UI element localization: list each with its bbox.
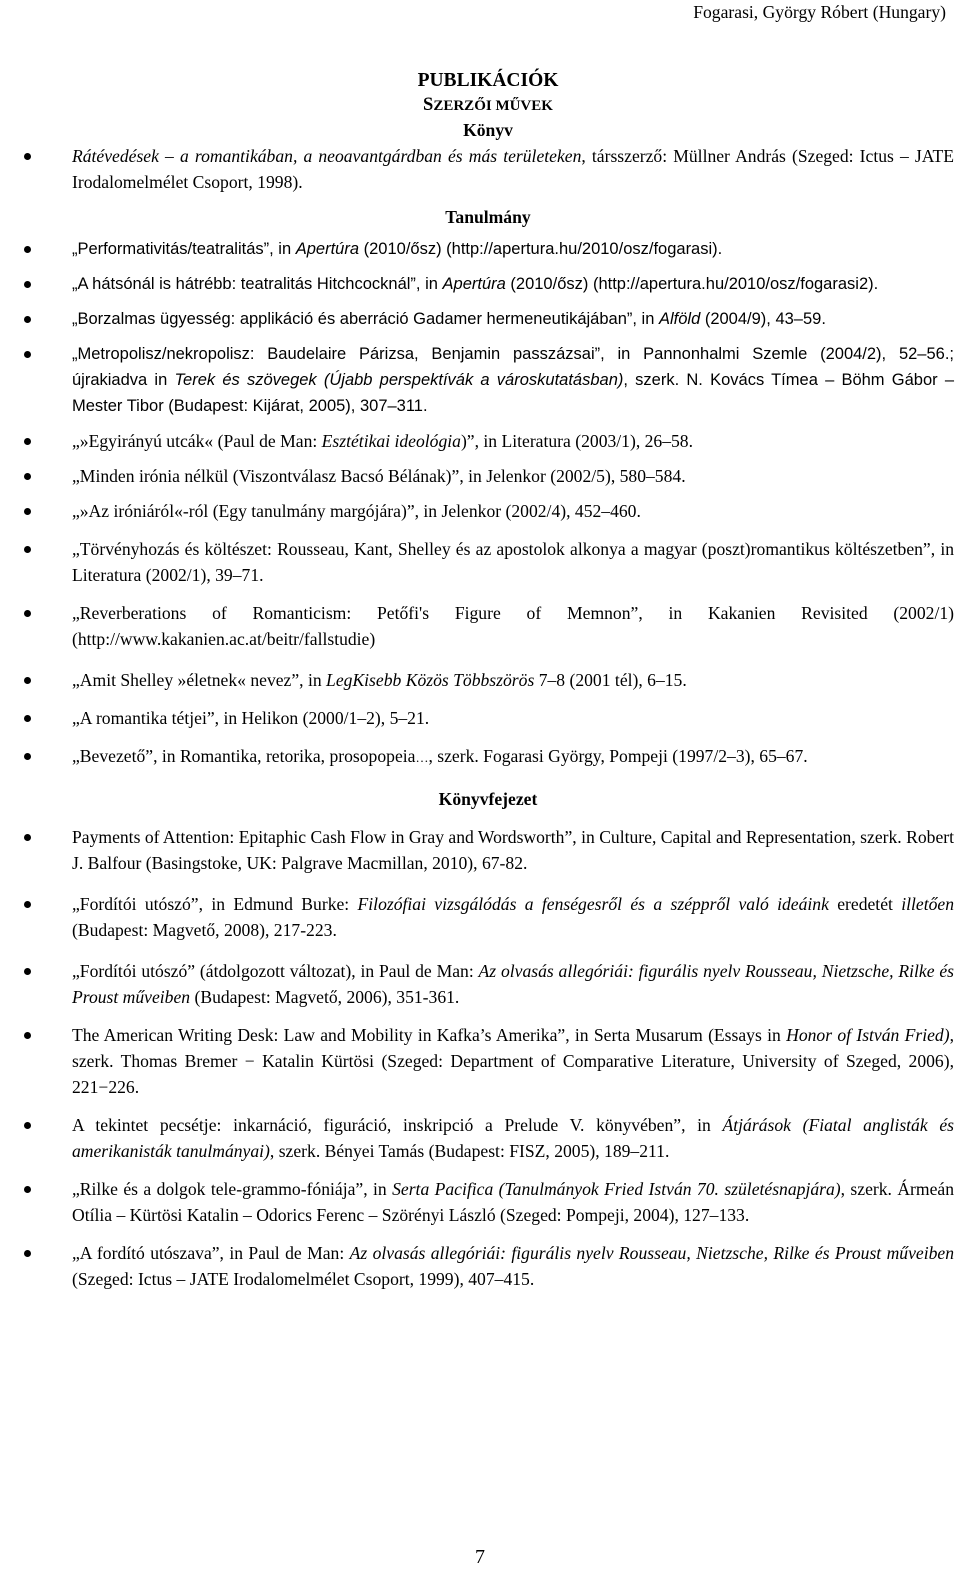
list-item — [22, 143, 954, 195]
item-text: (Budapest: Magvető, 2006), 351-361. — [190, 987, 460, 1007]
bullet-icon — [24, 753, 31, 760]
item-text: (Szeged: Ictus – JATE Irodalomelmélet Csoport, 1999), 407–415. — [72, 1269, 535, 1289]
bullet-icon — [24, 610, 31, 617]
item-text: „Metropolisz/nekropolisz: Baudelaire Párizsa, Benjamin passzázsai”, in Pannonhalmi Szemle (2004/2), 52–56.; újrakiadva in — [72, 345, 954, 389]
item-text: „Borzalmas ügyesség: applikáció és aberráció Gadamer hermeneutikájában”, in — [72, 310, 659, 328]
list-item — [22, 463, 954, 489]
item-text: , szerk. Fogarasi György, Pompeji (1997/2–3), 65–67. — [428, 746, 808, 766]
item-text: A tekintet pecsétje: inkarnáció, figuráció, inskripció a Prelude V. könyvében”, in — [72, 1115, 723, 1135]
item-text: „Amit Shelley »életnek« nevez”, in — [72, 670, 327, 690]
list-item — [22, 1240, 954, 1292]
item-text: Payments of Attention: Epitaphic Cash Flow in Gray and Wordsworth”, in Culture, Capital and Representation, szerk. Robert J. Balfour (Basingstoke, UK: Palgrave Macmillan, 2010), 67-82. — [72, 827, 954, 873]
list-item — [22, 498, 954, 524]
item-text: „Fordítói utószó” (átdolgozott változat), in Paul de Man: — [72, 961, 479, 981]
item-italic: Alföld — [658, 310, 701, 328]
list-item — [22, 958, 954, 1010]
list-item — [22, 743, 954, 771]
bullet-icon — [24, 677, 31, 684]
heading-konyvfejezet: Könyvfejezet — [438, 789, 538, 809]
list-item — [22, 341, 954, 419]
item-text: , szerk. Thomas Bremer − Katalin Kürtösi (Szeged: Department of Comparative Literature, University of Szeged, 2006), 221−226. — [72, 1025, 954, 1097]
item-text: „Performativitás/teatralitás”, in — [72, 240, 296, 258]
list-item — [22, 1176, 954, 1228]
bullet-icon — [24, 281, 31, 288]
bullet-icon — [24, 153, 31, 160]
item-text: „»Egyirányú utcák« (Paul de Man: — [72, 431, 322, 451]
bullet-icon — [24, 473, 31, 480]
item-italic: Átjárások (Fiatal anglisták és amerikanisták tanulmányai) — [72, 1115, 954, 1161]
heading-tanulmany: Tanulmány — [445, 207, 531, 227]
page-header: Fogarasi, György Róbert (Hungary) — [693, 2, 946, 22]
list-item — [22, 536, 954, 588]
book-details: , társszerző: Müllner András (Szeged: Ictus – JATE Irodalomelmélet Csoport, 1998). — [72, 146, 955, 192]
bullet-icon — [24, 438, 31, 445]
bullet-icon — [24, 316, 31, 323]
item-text: The American Writing Desk: Law and Mobility in Kafka’s Amerika”, in Serta Musarum (Essays in — [72, 1025, 787, 1045]
item-text: „A hátsónál is hátrébb: teatralitás Hitchcocknál”, in — [72, 275, 443, 293]
konyvfejezet-list — [22, 824, 954, 1292]
bullet-icon — [24, 1250, 31, 1257]
item-italic: Filozófiai vizsgálódás a fenségesről és a széppről való ideáink — [357, 894, 829, 914]
bullet-icon — [24, 351, 31, 358]
list-item — [22, 600, 954, 652]
item-text: „A fordító utószava”, in Paul de Man: — [72, 1243, 350, 1263]
item-italic: Apertúra — [442, 275, 506, 293]
item-text: eredetét — [828, 894, 902, 914]
item-text: „A romantika tétjei”, in Helikon (2000/1–2), 5–21. — [72, 708, 430, 728]
item-text: „Bevezető”, in Romantika, retorika, prosopopeia — [72, 746, 416, 766]
item-text: 7–8 (2001 tél), 6–15. — [534, 670, 687, 690]
list-item — [22, 1112, 954, 1164]
tanulmany-list — [22, 236, 954, 771]
bullet-icon — [24, 1186, 31, 1193]
heading-konyv: Könyv — [463, 120, 513, 140]
item-text: , szerk. Bényei Tamás (Budapest: FISZ, 2005), 189–211. — [269, 1141, 670, 1161]
list-item — [22, 705, 954, 731]
bullet-icon — [24, 968, 31, 975]
item-text: (2010/ősz) (http://apertura.hu/2010/osz/fogarasi2). — [505, 275, 879, 293]
item-text: , szerk. N. Kovács Tímea – Böhm Gábor – Mester Tibor (Budapest: Kijárat, 2005), 307–311. — [72, 371, 954, 415]
bullet-icon — [24, 834, 31, 841]
item-text: „Törvényhozás és költészet: Rousseau, Kant, Shelley és az apostolok alkonya a magyar (poszt)romantikus költészetben”, in Literatura (2002/1), 39–71. — [72, 539, 954, 585]
item-italic: Apertúra — [295, 240, 360, 258]
list-item — [22, 271, 954, 297]
bullet-icon — [24, 546, 31, 553]
item-ellipsis: … — [415, 750, 429, 765]
item-text: )”, in Literatura (2003/1), 26–58. — [460, 431, 694, 451]
item-text: „»Az iróniáról«-ról (Egy tanulmány margójára)”, in Jelenkor (2002/4), 452–460. — [72, 501, 641, 521]
book-title: Rátévedések – a romantikában, a neoavantgárdban és más területeken — [72, 146, 582, 166]
item-text: , szerk. Ármeán Otília – Kürtösi Katalin – Odorics Ferenc – Szörényi László (Szeged: Pompeji, 2004), 127–133. — [72, 1179, 955, 1225]
list-item — [22, 236, 954, 262]
bullet-icon — [24, 1032, 31, 1039]
list-item — [22, 428, 954, 454]
item-italic: Az olvasás allegóriái: figurális nyelv Rousseau, Nietzsche, Rilke és Proust műveiben — [349, 1243, 954, 1263]
item-text: „Fordítói utószó”, in Edmund Burke: — [72, 894, 358, 914]
item-text: (2010/ősz) (http://apertura.hu/2010/osz/fogarasi). — [359, 240, 723, 258]
list-item — [22, 306, 954, 332]
item-italic: LegKisebb Közös Többszörös — [326, 670, 535, 690]
book-list — [22, 143, 954, 195]
item-italic: Serta Pacifica (Tanulmányok Fried István 70. születésnapjára) — [392, 1179, 841, 1199]
list-item — [22, 1022, 954, 1100]
item-italic: Terek és szövegek (Újabb perspektívák a városkutatásban) — [174, 371, 624, 389]
item-italic: Esztétikai ideológia — [321, 431, 461, 451]
item-italic: illetően — [901, 894, 955, 914]
page-title: PUBLIKÁCIÓK — [417, 70, 559, 91]
list-item — [22, 824, 954, 876]
bullet-icon — [24, 901, 31, 908]
bullet-icon — [24, 1122, 31, 1129]
bullet-icon — [24, 715, 31, 722]
item-text: (Budapest: Magvető, 2008), 217-223. — [72, 920, 337, 940]
item-italic: Az olvasás allegóriái: figurális nyelv Rousseau, Nietzsche, Rilke és Proust műveiben — [72, 961, 954, 1007]
document-body — [22, 68, 954, 1292]
list-item — [22, 667, 954, 693]
subtitle-initial: S — [423, 95, 434, 115]
item-text: (2004/9), 43–59. — [700, 310, 826, 328]
list-item — [22, 891, 954, 943]
section-subtitle — [22, 94, 954, 117]
item-italic: Honor of István Fried) — [786, 1025, 950, 1045]
item-text: „Minden irónia nélkül (Viszontválasz Bacsó Bélának)”, in Jelenkor (2002/5), 580–584. — [72, 466, 686, 486]
item-text: „Reverberations of Romanticism: Petőfi's Figure of Memnon”, in Kakanien Revisited (2002/1) (http://www.kakanien.ac.at/beitr/fallstudie) — [72, 603, 954, 649]
subtitle-rest: ZERZŐI MŰVEK — [433, 98, 553, 114]
item-text: „Rilke és a dolgok tele-grammo-fóniája”, in — [72, 1179, 393, 1199]
bullet-icon — [24, 508, 31, 515]
page-number: 7 — [475, 1546, 485, 1568]
bullet-icon — [24, 246, 31, 253]
